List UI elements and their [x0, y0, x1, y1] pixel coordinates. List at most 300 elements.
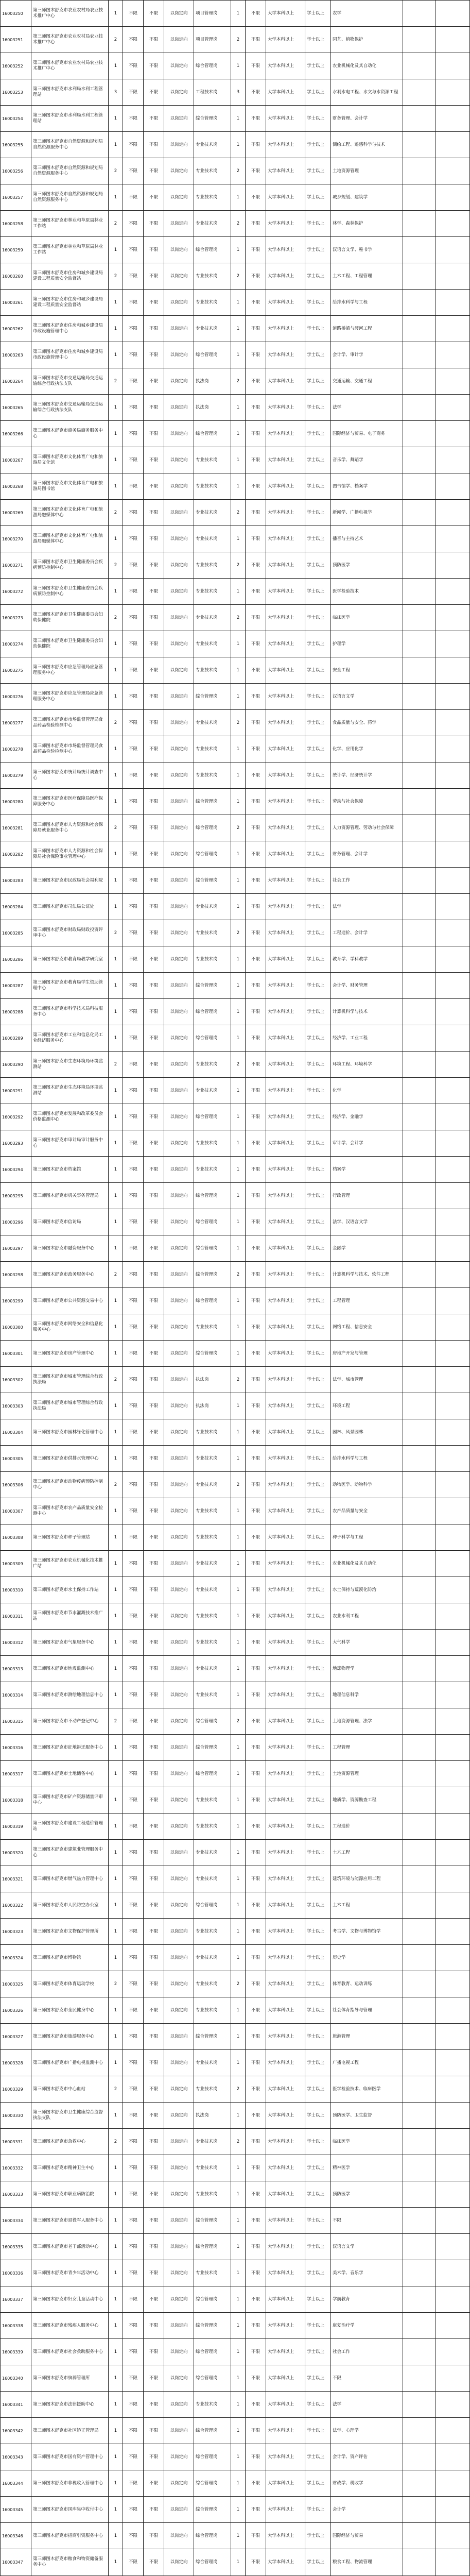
- cell-requirement: [403, 868, 436, 894]
- cell-gender: 不限: [123, 263, 144, 290]
- cell-note: [436, 1919, 470, 1945]
- cell-position-type: 专业技术岗: [194, 762, 231, 789]
- cell-major: 食品质量与安全、药学: [331, 710, 403, 736]
- cell-target: 以岗定向: [164, 868, 194, 894]
- cell-gender: 不限: [123, 1577, 144, 1603]
- cell-hire-count: 1: [231, 2050, 246, 2076]
- cell-age: 不限: [246, 1498, 266, 1524]
- cell-degree: 学士以上: [305, 158, 331, 184]
- cell-hire-count: 1: [231, 1078, 246, 1104]
- cell-position-code: 16003328: [1, 2050, 31, 2076]
- cell-ethnicity: 不限: [144, 1288, 164, 1314]
- cell-position-code: 16003344: [1, 2470, 31, 2497]
- cell-position-code: 16003327: [1, 2024, 31, 2050]
- table-row: [1, 1630, 470, 1656]
- cell-count: 1: [109, 631, 123, 657]
- cell-target: 以岗定向: [164, 2418, 194, 2444]
- cell-ethnicity: 不限: [144, 1052, 164, 1078]
- cell-requirement: [403, 2523, 436, 2549]
- cell-ethnicity: 不限: [144, 2497, 164, 2523]
- cell-count: 1: [109, 2339, 123, 2365]
- cell-count: 2: [109, 1367, 123, 1393]
- cell-count: 1: [109, 237, 123, 263]
- cell-age: 不限: [246, 920, 266, 946]
- cell-degree: 学士以上: [305, 736, 331, 762]
- cell-count: 2: [109, 500, 123, 526]
- cell-target: 以岗定向: [164, 1393, 194, 1419]
- cell-target: 以岗定向: [164, 342, 194, 368]
- cell-degree: 学士以上: [305, 1630, 331, 1656]
- cell-position-type: 专业技术岗: [194, 473, 231, 500]
- cell-degree: 学士以上: [305, 342, 331, 368]
- cell-requirement: [403, 1761, 436, 1787]
- cell-position-code: 16003301: [1, 1341, 31, 1367]
- cell-education: 大学本科以上: [266, 789, 305, 815]
- cell-major: 医学检验技术、临床医学: [331, 2076, 403, 2103]
- cell-count: 2: [109, 1472, 123, 1498]
- cell-unit-name: 第三师图木舒克市财政局财政投资评审中心: [31, 920, 109, 946]
- cell-age: 不限: [246, 1314, 266, 1341]
- cell-major: 测绘工程、遥感科学与技术: [331, 132, 403, 158]
- cell-target: 以岗定向: [164, 1262, 194, 1288]
- cell-education: 大学本科以上: [266, 1735, 305, 1761]
- table-row: [1, 920, 470, 946]
- cell-age: 不限: [246, 1761, 266, 1787]
- cell-ethnicity: 不限: [144, 1761, 164, 1787]
- cell-age: 不限: [246, 158, 266, 184]
- cell-position-type: 综合管理岗: [194, 2365, 231, 2392]
- cell-target: 以岗定向: [164, 552, 194, 579]
- cell-position-code: 16003294: [1, 1157, 31, 1183]
- cell-requirement: [403, 999, 436, 1025]
- cell-note: [436, 1761, 470, 1787]
- cell-position-type: 专业技术岗: [194, 579, 231, 605]
- cell-ethnicity: 不限: [144, 1183, 164, 1209]
- cell-note: [436, 1524, 470, 1551]
- cell-note: [436, 2208, 470, 2234]
- cell-ethnicity: 不限: [144, 237, 164, 263]
- cell-age: 不限: [246, 1341, 266, 1367]
- cell-gender: 不限: [123, 841, 144, 868]
- cell-count: 1: [109, 342, 123, 368]
- cell-position-code: 16003269: [1, 500, 31, 526]
- cell-count: 1: [109, 2392, 123, 2418]
- cell-ethnicity: 不限: [144, 631, 164, 657]
- cell-unit-name: 第三师图木舒克市非税收入管理中心: [31, 2470, 109, 2497]
- cell-hire-count: 1: [231, 2181, 246, 2208]
- cell-note: [436, 657, 470, 684]
- cell-position-code: 16003317: [1, 1761, 31, 1787]
- cell-unit-name: 第三师图木舒克市动物疫病预防控制中心: [31, 1472, 109, 1498]
- table-row: [1, 868, 470, 894]
- cell-hire-count: 1: [231, 1419, 246, 1446]
- cell-major: 不限: [331, 2365, 403, 2392]
- cell-age: 不限: [246, 710, 266, 736]
- cell-degree: 学士以上: [305, 2260, 331, 2286]
- cell-degree: 学士以上: [305, 1498, 331, 1524]
- cell-position-type: 专业技术岗: [194, 1630, 231, 1656]
- cell-hire-count: 1: [231, 1919, 246, 1945]
- cell-age: 不限: [246, 1472, 266, 1498]
- cell-count: 1: [109, 2155, 123, 2181]
- cell-position-code: 16003318: [1, 1787, 31, 1814]
- cell-position-code: 16003271: [1, 552, 31, 579]
- cell-unit-name: 第三师图木舒克市矿产资源储量评审中心: [31, 1787, 109, 1814]
- cell-education: 大学本科以上: [266, 946, 305, 973]
- cell-major: 国际经济与贸易: [331, 2523, 403, 2549]
- cell-gender: 不限: [123, 2418, 144, 2444]
- cell-gender: 不限: [123, 1656, 144, 1682]
- cell-degree: 学士以上: [305, 2024, 331, 2050]
- cell-hire-count: 1: [231, 789, 246, 815]
- cell-ethnicity: 不限: [144, 579, 164, 605]
- cell-count: 1: [109, 1314, 123, 1341]
- cell-ethnicity: 不限: [144, 2365, 164, 2392]
- cell-position-type: 综合管理岗: [194, 973, 231, 999]
- table-row: [1, 2208, 470, 2234]
- cell-education: 大学本科以上: [266, 1814, 305, 1840]
- cell-requirement: [403, 1104, 436, 1130]
- cell-education: 大学本科以上: [266, 211, 305, 237]
- cell-note: [436, 79, 470, 106]
- cell-position-code: 16003326: [1, 1997, 31, 2024]
- cell-ethnicity: 不限: [144, 1209, 164, 1235]
- cell-target: 以岗定向: [164, 79, 194, 106]
- cell-age: 不限: [246, 1630, 266, 1656]
- cell-note: [436, 973, 470, 999]
- cell-target: 以岗定向: [164, 184, 194, 211]
- cell-degree: 学士以上: [305, 1209, 331, 1235]
- cell-age: 不限: [246, 1524, 266, 1551]
- cell-gender: 不限: [123, 1, 144, 27]
- cell-gender: 不限: [123, 79, 144, 106]
- cell-ethnicity: 不限: [144, 2418, 164, 2444]
- cell-education: 大学本科以上: [266, 2024, 305, 2050]
- cell-position-type: 专业技术岗: [194, 552, 231, 579]
- cell-unit-name: 第三师图木舒克市档案馆: [31, 1157, 109, 1183]
- cell-target: 以岗定向: [164, 1157, 194, 1183]
- cell-gender: 不限: [123, 1787, 144, 1814]
- cell-degree: 学士以上: [305, 2181, 331, 2208]
- cell-requirement: [403, 2286, 436, 2313]
- cell-count: 2: [109, 263, 123, 290]
- cell-major: 粮食工程、物流管理: [331, 2549, 403, 2575]
- cell-note: [436, 2050, 470, 2076]
- cell-count: 1: [109, 1498, 123, 1524]
- cell-position-type: 专业技术岗: [194, 1997, 231, 2024]
- cell-age: 不限: [246, 1866, 266, 1892]
- cell-position-code: 16003293: [1, 1130, 31, 1157]
- cell-major: 农学: [331, 1, 403, 27]
- cell-hire-count: 2: [231, 211, 246, 237]
- table-row: [1, 1997, 470, 2024]
- table-row: [1, 657, 470, 684]
- cell-unit-name: 第三师图木舒克市交通运输局交通运输综合行政执法支队: [31, 395, 109, 421]
- cell-degree: 学士以上: [305, 1524, 331, 1551]
- cell-note: [436, 368, 470, 395]
- cell-ethnicity: 不限: [144, 184, 164, 211]
- cell-age: 不限: [246, 2313, 266, 2339]
- cell-hire-count: 1: [231, 2234, 246, 2260]
- cell-position-code: 16003264: [1, 368, 31, 395]
- cell-position-code: 16003270: [1, 526, 31, 552]
- cell-major: 国际经济与贸易、电子商务: [331, 421, 403, 447]
- cell-gender: 不限: [123, 2181, 144, 2208]
- cell-note: [436, 2129, 470, 2155]
- cell-note: [436, 1288, 470, 1314]
- cell-unit-name: 第三师图木舒克市法律援助中心: [31, 2392, 109, 2418]
- cell-position-code: 16003297: [1, 1235, 31, 1262]
- cell-position-type: 综合管理岗: [194, 2444, 231, 2470]
- cell-hire-count: 1: [231, 1603, 246, 1630]
- cell-note: [436, 1262, 470, 1288]
- cell-hire-count: 2: [231, 500, 246, 526]
- cell-unit-name: 第三师图木舒克市教育局学生资助管理中心: [31, 973, 109, 999]
- cell-requirement: [403, 1814, 436, 1840]
- cell-ethnicity: 不限: [144, 1892, 164, 1919]
- cell-age: 不限: [246, 27, 266, 53]
- cell-target: 以岗定向: [164, 368, 194, 395]
- cell-major: 社会工作: [331, 2339, 403, 2365]
- cell-note: [436, 631, 470, 657]
- cell-hire-count: 2: [231, 263, 246, 290]
- cell-note: [436, 1656, 470, 1682]
- cell-education: 大学本科以上: [266, 2418, 305, 2444]
- cell-position-type: 专业技术岗: [194, 290, 231, 316]
- cell-note: [436, 2365, 470, 2392]
- cell-unit-name: 第三师图木舒克市交通运输局交通运输综合行政执法支队: [31, 368, 109, 395]
- cell-degree: 学士以上: [305, 1997, 331, 2024]
- cell-unit-name: 第三师图木舒克市文化体育广电和旅游局图书馆: [31, 473, 109, 500]
- cell-age: 不限: [246, 894, 266, 920]
- cell-note: [436, 1, 470, 27]
- cell-target: 以岗定向: [164, 500, 194, 526]
- cell-unit-name: 第三师图木舒克市青少年活动中心: [31, 2260, 109, 2286]
- cell-note: [436, 946, 470, 973]
- cell-position-type: 综合管理岗: [194, 2024, 231, 2050]
- cell-position-code: 16003315: [1, 1708, 31, 1735]
- cell-ethnicity: 不限: [144, 2313, 164, 2339]
- cell-note: [436, 1787, 470, 1814]
- cell-position-type: 综合管理岗: [194, 2234, 231, 2260]
- cell-position-code: 16003283: [1, 868, 31, 894]
- cell-target: 以岗定向: [164, 290, 194, 316]
- table-row: [1, 1367, 470, 1393]
- cell-age: 不限: [246, 1446, 266, 1472]
- cell-position-type: 综合管理岗: [194, 1761, 231, 1787]
- table-row: [1, 1498, 470, 1524]
- table-row: [1, 1761, 470, 1787]
- cell-education: 大学本科以上: [266, 2549, 305, 2575]
- cell-age: 不限: [246, 2024, 266, 2050]
- cell-gender: 不限: [123, 2260, 144, 2286]
- cell-note: [436, 2470, 470, 2497]
- cell-hire-count: 1: [231, 1892, 246, 1919]
- cell-major: 给排水科学与工程: [331, 290, 403, 316]
- cell-major: 城乡规划、建筑学: [331, 184, 403, 211]
- cell-requirement: [403, 973, 436, 999]
- cell-degree: 学士以上: [305, 2208, 331, 2234]
- cell-ethnicity: 不限: [144, 1393, 164, 1419]
- cell-education: 大学本科以上: [266, 2365, 305, 2392]
- cell-hire-count: 1: [231, 868, 246, 894]
- cell-position-code: 16003252: [1, 53, 31, 79]
- cell-position-type: 综合管理岗: [194, 2523, 231, 2549]
- cell-major: 教育学、学科教学: [331, 946, 403, 973]
- cell-hire-count: 1: [231, 1314, 246, 1341]
- cell-requirement: [403, 27, 436, 53]
- cell-target: 以岗定向: [164, 1130, 194, 1157]
- cell-degree: 学士以上: [305, 1367, 331, 1393]
- cell-requirement: [403, 1945, 436, 1971]
- cell-position-type: 执法岗: [194, 368, 231, 395]
- cell-gender: 不限: [123, 1078, 144, 1104]
- cell-note: [436, 421, 470, 447]
- cell-position-type: 专业技术岗: [194, 2181, 231, 2208]
- cell-note: [436, 2155, 470, 2181]
- cell-major: 计算机科学与技术: [331, 999, 403, 1025]
- cell-target: 以岗定向: [164, 2549, 194, 2575]
- cell-unit-name: 第三师图木舒克市土地储备中心: [31, 1761, 109, 1787]
- cell-ethnicity: 不限: [144, 447, 164, 473]
- cell-note: [436, 552, 470, 579]
- cell-position-type: 专业技术岗: [194, 2076, 231, 2103]
- cell-education: 大学本科以上: [266, 2260, 305, 2286]
- cell-education: 大学本科以上: [266, 1919, 305, 1945]
- cell-requirement: [403, 1419, 436, 1446]
- cell-note: [436, 184, 470, 211]
- cell-requirement: [403, 1971, 436, 1997]
- cell-major: 农业水利工程: [331, 1603, 403, 1630]
- cell-position-code: 16003288: [1, 999, 31, 1025]
- table-row: [1, 106, 470, 132]
- cell-target: 以岗定向: [164, 2470, 194, 2497]
- cell-major: 音乐学、舞蹈学: [331, 447, 403, 473]
- cell-degree: 学士以上: [305, 368, 331, 395]
- cell-age: 不限: [246, 184, 266, 211]
- table-row: [1, 2497, 470, 2523]
- cell-hire-count: 1: [231, 1577, 246, 1603]
- table-row: [1, 237, 470, 263]
- cell-hire-count: 1: [231, 1, 246, 27]
- cell-position-type: 项目管理岗: [194, 1, 231, 27]
- cell-education: 大学本科以上: [266, 1393, 305, 1419]
- cell-age: 不限: [246, 1735, 266, 1761]
- cell-ethnicity: 不限: [144, 2286, 164, 2313]
- cell-major: 经济学、工业工程: [331, 1025, 403, 1052]
- cell-hire-count: 1: [231, 1682, 246, 1708]
- cell-education: 大学本科以上: [266, 1025, 305, 1052]
- cell-age: 不限: [246, 526, 266, 552]
- cell-target: 以岗定向: [164, 2260, 194, 2286]
- cell-count: 2: [109, 158, 123, 184]
- cell-gender: 不限: [123, 1498, 144, 1524]
- cell-position-code: 16003251: [1, 27, 31, 53]
- cell-degree: 学士以上: [305, 2050, 331, 2076]
- cell-unit-name: 第三师图木舒克市文化体育广电和旅游局融媒体中心: [31, 526, 109, 552]
- cell-major: 地球物理学: [331, 1656, 403, 1682]
- cell-requirement: [403, 815, 436, 841]
- cell-education: 大学本科以上: [266, 2076, 305, 2103]
- cell-gender: 不限: [123, 1262, 144, 1288]
- cell-target: 以岗定向: [164, 211, 194, 237]
- cell-target: 以岗定向: [164, 2050, 194, 2076]
- cell-requirement: [403, 1735, 436, 1761]
- table-row: [1, 1446, 470, 1472]
- cell-ethnicity: 不限: [144, 53, 164, 79]
- table-row: [1, 552, 470, 579]
- cell-hire-count: 2: [231, 1472, 246, 1498]
- cell-hire-count: 1: [231, 1130, 246, 1157]
- cell-note: [436, 868, 470, 894]
- cell-major: 网络工程、信息安全: [331, 1314, 403, 1341]
- cell-ethnicity: 不限: [144, 657, 164, 684]
- table-row: [1, 1235, 470, 1262]
- cell-major: 会计学: [331, 2497, 403, 2523]
- cell-major: 环境工程、环境科学: [331, 1052, 403, 1078]
- cell-education: 大学本科以上: [266, 473, 305, 500]
- cell-ethnicity: 不限: [144, 1551, 164, 1577]
- cell-education: 大学本科以上: [266, 1419, 305, 1446]
- cell-hire-count: 1: [231, 2497, 246, 2523]
- cell-position-code: 16003261: [1, 290, 31, 316]
- cell-note: [436, 684, 470, 710]
- cell-position-code: 16003308: [1, 1524, 31, 1551]
- cell-ethnicity: 不限: [144, 263, 164, 290]
- cell-degree: 学士以上: [305, 920, 331, 946]
- cell-hire-count: 1: [231, 1209, 246, 1235]
- cell-note: [436, 710, 470, 736]
- cell-gender: 不限: [123, 1157, 144, 1183]
- cell-age: 不限: [246, 684, 266, 710]
- cell-gender: 不限: [123, 1708, 144, 1735]
- cell-unit-name: 第三师图木舒克市发展和改革委员会价格监测中心: [31, 1104, 109, 1130]
- cell-major: 康复治疗学: [331, 2313, 403, 2339]
- cell-position-type: 执法岗: [194, 395, 231, 421]
- cell-count: 1: [109, 106, 123, 132]
- cell-gender: 不限: [123, 2339, 144, 2365]
- cell-requirement: [403, 789, 436, 815]
- cell-degree: 学士以上: [305, 605, 331, 631]
- cell-ethnicity: 不限: [144, 2050, 164, 2076]
- cell-requirement: [403, 1919, 436, 1945]
- cell-target: 以岗定向: [164, 2365, 194, 2392]
- cell-count: 1: [109, 1656, 123, 1682]
- cell-gender: 不限: [123, 1603, 144, 1630]
- cell-unit-name: 第三师图木舒克市卫生健康委员会妇幼保健院: [31, 605, 109, 631]
- cell-note: [436, 2103, 470, 2129]
- cell-education: 大学本科以上: [266, 2155, 305, 2181]
- cell-ethnicity: 不限: [144, 2181, 164, 2208]
- cell-ethnicity: 不限: [144, 1235, 164, 1262]
- cell-target: 以岗定向: [164, 1183, 194, 1209]
- cell-hire-count: 1: [231, 841, 246, 868]
- cell-ethnicity: 不限: [144, 421, 164, 447]
- table-row: [1, 1551, 470, 1577]
- cell-position-code: 16003324: [1, 1945, 31, 1971]
- cell-hire-count: 1: [231, 2418, 246, 2444]
- cell-gender: 不限: [123, 1472, 144, 1498]
- cell-target: 以岗定向: [164, 710, 194, 736]
- cell-note: [436, 1971, 470, 1997]
- cell-count: 2: [109, 368, 123, 395]
- cell-position-code: 16003255: [1, 132, 31, 158]
- cell-education: 大学本科以上: [266, 1314, 305, 1341]
- cell-unit-name: 第三师图木舒克市住房和城乡建设局建设工程质量安全监督站: [31, 290, 109, 316]
- cell-hire-count: 1: [231, 2313, 246, 2339]
- cell-note: [436, 762, 470, 789]
- cell-position-type: 专业技术岗: [194, 2050, 231, 2076]
